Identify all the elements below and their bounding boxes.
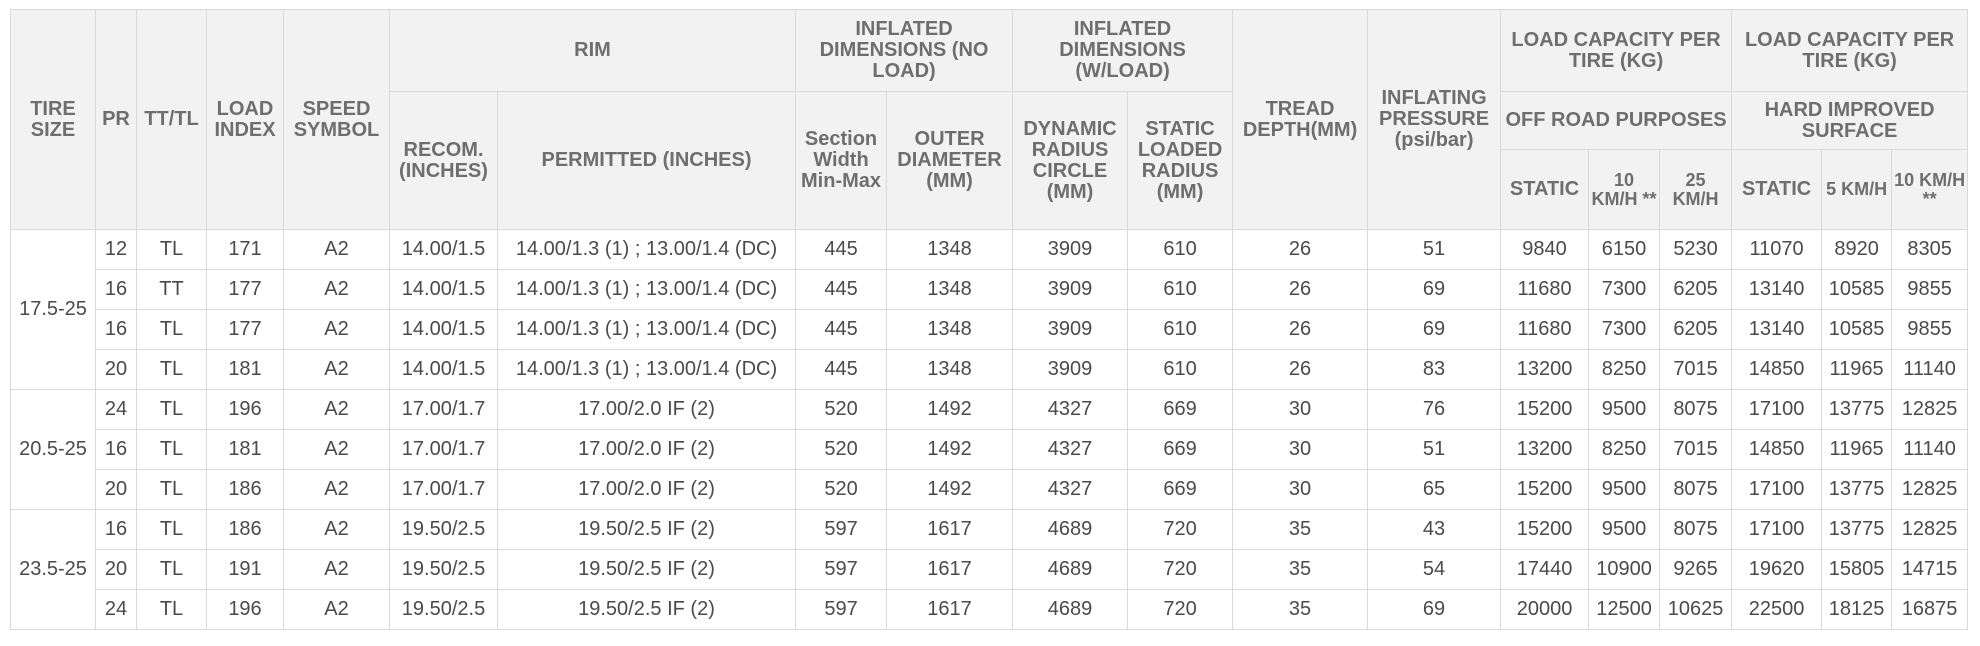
cell-tire-size: 17.5-25 — [11, 230, 96, 390]
cell-hs-10kmh: 8305 — [1892, 230, 1968, 270]
cell-hs-5kmh: 8920 — [1822, 230, 1892, 270]
cell-inflating-pressure: 51 — [1368, 430, 1501, 470]
cell-section-width: 445 — [796, 270, 887, 310]
cell-or-static: 15200 — [1501, 510, 1589, 550]
cell-static-loaded-radius: 669 — [1128, 430, 1233, 470]
cell-tt-tl: TL — [137, 430, 207, 470]
cell-or-10kmh: 8250 — [1589, 350, 1660, 390]
cell-hs-10kmh: 14715 — [1892, 550, 1968, 590]
cell-hs-static: 22500 — [1732, 590, 1822, 630]
cell-static-loaded-radius: 720 — [1128, 590, 1233, 630]
cell-tread-depth: 35 — [1233, 510, 1368, 550]
cell-tread-depth: 30 — [1233, 470, 1368, 510]
cell-tt-tl: TL — [137, 350, 207, 390]
header-rim: RIM — [390, 10, 796, 92]
table-row — [11, 350, 1968, 390]
cell-or-static: 15200 — [1501, 470, 1589, 510]
cell-tread-depth: 26 — [1233, 310, 1368, 350]
header-inflated-w-load: INFLATED DIMENSIONS (W/LOAD) — [1013, 10, 1233, 92]
cell-dynamic-radius: 4689 — [1013, 590, 1128, 630]
cell-pr: 20 — [96, 350, 137, 390]
cell-section-width: 445 — [796, 350, 887, 390]
header-or-25kmh: 25 KM/H — [1660, 150, 1732, 230]
cell-tread-depth: 35 — [1233, 590, 1368, 630]
cell-load-index: 181 — [207, 430, 284, 470]
cell-rim-recom: 19.50/2.5 — [390, 590, 498, 630]
table-row — [11, 310, 1968, 350]
cell-load-index: 186 — [207, 510, 284, 550]
cell-outer-diameter: 1492 — [887, 430, 1013, 470]
cell-inflating-pressure: 43 — [1368, 510, 1501, 550]
cell-or-static: 11680 — [1501, 270, 1589, 310]
cell-tt-tl: TL — [137, 310, 207, 350]
cell-rim-recom: 14.00/1.5 — [390, 350, 498, 390]
cell-speed-symbol: A2 — [284, 470, 390, 510]
cell-tt-tl: TT — [137, 270, 207, 310]
cell-rim-recom: 14.00/1.5 — [390, 230, 498, 270]
tire-spec-table-container — [10, 9, 1967, 630]
cell-hs-static: 14850 — [1732, 430, 1822, 470]
cell-pr: 16 — [96, 510, 137, 550]
header-or-10kmh: 10 KM/H ** — [1589, 150, 1660, 230]
cell-or-10kmh: 7300 — [1589, 270, 1660, 310]
cell-section-width: 520 — [796, 390, 887, 430]
header-pr: PR — [96, 10, 137, 230]
cell-tread-depth: 26 — [1233, 350, 1368, 390]
cell-load-index: 177 — [207, 310, 284, 350]
cell-speed-symbol: A2 — [284, 430, 390, 470]
cell-pr: 16 — [96, 310, 137, 350]
cell-or-25kmh: 7015 — [1660, 430, 1732, 470]
cell-static-loaded-radius: 720 — [1128, 550, 1233, 590]
table-row — [11, 590, 1968, 630]
cell-or-10kmh: 12500 — [1589, 590, 1660, 630]
cell-outer-diameter: 1348 — [887, 270, 1013, 310]
cell-hs-10kmh: 12825 — [1892, 510, 1968, 550]
cell-outer-diameter: 1617 — [887, 510, 1013, 550]
cell-or-static: 11680 — [1501, 310, 1589, 350]
cell-or-static: 15200 — [1501, 390, 1589, 430]
cell-static-loaded-radius: 610 — [1128, 310, 1233, 350]
cell-section-width: 520 — [796, 430, 887, 470]
cell-hs-5kmh: 10585 — [1822, 270, 1892, 310]
table-row — [11, 230, 1968, 270]
table-row — [11, 390, 1968, 430]
header-load-capacity-hard-surface: LOAD CAPACITY PER TIRE (KG) — [1732, 10, 1968, 92]
cell-or-10kmh: 6150 — [1589, 230, 1660, 270]
cell-or-static: 13200 — [1501, 350, 1589, 390]
header-off-road: OFF ROAD PURPOSES — [1501, 92, 1732, 150]
cell-tt-tl: TL — [137, 470, 207, 510]
cell-or-25kmh: 10625 — [1660, 590, 1732, 630]
header-hs-5kmh: 5 KM/H — [1822, 150, 1892, 230]
tire-spec-table — [10, 9, 1968, 630]
cell-rim-recom: 19.50/2.5 — [390, 510, 498, 550]
header-tread-depth: TREAD DEPTH(MM) — [1233, 10, 1368, 230]
cell-hs-10kmh: 12825 — [1892, 390, 1968, 430]
cell-tt-tl: TL — [137, 390, 207, 430]
header-hs-10kmh: 10 KM/H ** — [1892, 150, 1968, 230]
header-load-index: LOAD INDEX — [207, 10, 284, 230]
cell-rim-recom: 17.00/1.7 — [390, 430, 498, 470]
cell-rim-recom: 19.50/2.5 — [390, 550, 498, 590]
table-row — [11, 270, 1968, 310]
cell-rim-permitted: 19.50/2.5 IF (2) — [498, 590, 796, 630]
cell-tire-size: 23.5-25 — [11, 510, 96, 630]
cell-hs-static: 13140 — [1732, 270, 1822, 310]
cell-static-loaded-radius: 610 — [1128, 230, 1233, 270]
cell-section-width: 445 — [796, 230, 887, 270]
header-hard-surface: HARD IMPROVED SURFACE — [1732, 92, 1968, 150]
cell-rim-permitted: 17.00/2.0 IF (2) — [498, 430, 796, 470]
header-speed-symbol: SPEED SYMBOL — [284, 10, 390, 230]
cell-hs-10kmh: 11140 — [1892, 350, 1968, 390]
cell-tt-tl: TL — [137, 590, 207, 630]
cell-pr: 24 — [96, 390, 137, 430]
cell-rim-recom: 14.00/1.5 — [390, 310, 498, 350]
cell-hs-10kmh: 12825 — [1892, 470, 1968, 510]
cell-rim-permitted: 14.00/1.3 (1) ; 13.00/1.4 (DC) — [498, 270, 796, 310]
header-tire-size: TIRE SIZE — [11, 10, 96, 230]
cell-outer-diameter: 1492 — [887, 470, 1013, 510]
cell-static-loaded-radius: 610 — [1128, 270, 1233, 310]
cell-outer-diameter: 1617 — [887, 590, 1013, 630]
cell-pr: 24 — [96, 590, 137, 630]
cell-hs-10kmh: 16875 — [1892, 590, 1968, 630]
cell-rim-permitted: 14.00/1.3 (1) ; 13.00/1.4 (DC) — [498, 310, 796, 350]
cell-tread-depth: 26 — [1233, 230, 1368, 270]
cell-hs-static: 17100 — [1732, 470, 1822, 510]
cell-dynamic-radius: 3909 — [1013, 350, 1128, 390]
cell-outer-diameter: 1348 — [887, 230, 1013, 270]
cell-hs-5kmh: 11965 — [1822, 430, 1892, 470]
cell-or-static: 20000 — [1501, 590, 1589, 630]
cell-or-10kmh: 7300 — [1589, 310, 1660, 350]
cell-speed-symbol: A2 — [284, 310, 390, 350]
cell-section-width: 597 — [796, 550, 887, 590]
cell-or-25kmh: 5230 — [1660, 230, 1732, 270]
cell-hs-static: 13140 — [1732, 310, 1822, 350]
cell-dynamic-radius: 3909 — [1013, 310, 1128, 350]
cell-rim-permitted: 14.00/1.3 (1) ; 13.00/1.4 (DC) — [498, 350, 796, 390]
cell-or-static: 9840 — [1501, 230, 1589, 270]
cell-inflating-pressure: 69 — [1368, 310, 1501, 350]
cell-hs-5kmh: 10585 — [1822, 310, 1892, 350]
cell-speed-symbol: A2 — [284, 590, 390, 630]
cell-static-loaded-radius: 669 — [1128, 390, 1233, 430]
cell-rim-permitted: 14.00/1.3 (1) ; 13.00/1.4 (DC) — [498, 230, 796, 270]
cell-rim-recom: 17.00/1.7 — [390, 390, 498, 430]
cell-pr: 16 — [96, 430, 137, 470]
cell-load-index: 191 — [207, 550, 284, 590]
cell-pr: 20 — [96, 470, 137, 510]
table-row — [11, 470, 1968, 510]
cell-hs-static: 14850 — [1732, 350, 1822, 390]
cell-dynamic-radius: 4327 — [1013, 430, 1128, 470]
cell-or-25kmh: 6205 — [1660, 270, 1732, 310]
cell-speed-symbol: A2 — [284, 510, 390, 550]
cell-speed-symbol: A2 — [284, 390, 390, 430]
cell-or-10kmh: 10900 — [1589, 550, 1660, 590]
cell-load-index: 196 — [207, 390, 284, 430]
cell-pr: 12 — [96, 230, 137, 270]
cell-hs-10kmh: 11140 — [1892, 430, 1968, 470]
cell-tt-tl: TL — [137, 550, 207, 590]
cell-tread-depth: 30 — [1233, 390, 1368, 430]
cell-hs-5kmh: 13775 — [1822, 510, 1892, 550]
cell-or-10kmh: 9500 — [1589, 510, 1660, 550]
cell-tread-depth: 26 — [1233, 270, 1368, 310]
cell-pr: 20 — [96, 550, 137, 590]
cell-inflating-pressure: 83 — [1368, 350, 1501, 390]
cell-or-25kmh: 8075 — [1660, 510, 1732, 550]
cell-hs-5kmh: 15805 — [1822, 550, 1892, 590]
table-body — [11, 230, 1968, 630]
cell-dynamic-radius: 4689 — [1013, 510, 1128, 550]
header-dynamic-radius: DYNAMIC RADIUS CIRCLE (MM) — [1013, 92, 1128, 230]
cell-hs-5kmh: 11965 — [1822, 350, 1892, 390]
header-inflated-no-load: INFLATED DIMENSIONS (NO LOAD) — [796, 10, 1013, 92]
cell-or-25kmh: 7015 — [1660, 350, 1732, 390]
cell-rim-permitted: 17.00/2.0 IF (2) — [498, 390, 796, 430]
cell-section-width: 520 — [796, 470, 887, 510]
cell-inflating-pressure: 69 — [1368, 590, 1501, 630]
cell-static-loaded-radius: 610 — [1128, 350, 1233, 390]
cell-inflating-pressure: 54 — [1368, 550, 1501, 590]
cell-speed-symbol: A2 — [284, 270, 390, 310]
cell-load-index: 196 — [207, 590, 284, 630]
header-tt-tl: TT/TL — [137, 10, 207, 230]
header-or-static: STATIC — [1501, 150, 1589, 230]
header-outer-diameter: OUTER DIAMETER (MM) — [887, 92, 1013, 230]
cell-rim-recom: 17.00/1.7 — [390, 470, 498, 510]
cell-inflating-pressure: 65 — [1368, 470, 1501, 510]
cell-hs-static: 11070 — [1732, 230, 1822, 270]
cell-section-width: 445 — [796, 310, 887, 350]
header-inflating-pressure: INFLATING PRESSURE (psi/bar) — [1368, 10, 1501, 230]
cell-load-index: 171 — [207, 230, 284, 270]
cell-outer-diameter: 1617 — [887, 550, 1013, 590]
cell-rim-recom: 14.00/1.5 — [390, 270, 498, 310]
cell-hs-static: 17100 — [1732, 510, 1822, 550]
cell-or-25kmh: 6205 — [1660, 310, 1732, 350]
cell-hs-5kmh: 18125 — [1822, 590, 1892, 630]
cell-section-width: 597 — [796, 590, 887, 630]
cell-load-index: 186 — [207, 470, 284, 510]
cell-rim-permitted: 17.00/2.0 IF (2) — [498, 470, 796, 510]
table-row — [11, 550, 1968, 590]
table-header — [11, 10, 1968, 230]
cell-dynamic-radius: 4327 — [1013, 470, 1128, 510]
cell-pr: 16 — [96, 270, 137, 310]
cell-tt-tl: TL — [137, 510, 207, 550]
cell-dynamic-radius: 4327 — [1013, 390, 1128, 430]
cell-hs-5kmh: 13775 — [1822, 390, 1892, 430]
cell-inflating-pressure: 51 — [1368, 230, 1501, 270]
cell-speed-symbol: A2 — [284, 350, 390, 390]
cell-or-25kmh: 9265 — [1660, 550, 1732, 590]
cell-outer-diameter: 1348 — [887, 310, 1013, 350]
cell-dynamic-radius: 3909 — [1013, 270, 1128, 310]
cell-or-10kmh: 9500 — [1589, 470, 1660, 510]
cell-static-loaded-radius: 720 — [1128, 510, 1233, 550]
header-static-loaded-radius: STATIC LOADED RADIUS (MM) — [1128, 92, 1233, 230]
cell-load-index: 177 — [207, 270, 284, 310]
cell-speed-symbol: A2 — [284, 550, 390, 590]
cell-rim-permitted: 19.50/2.5 IF (2) — [498, 550, 796, 590]
header-load-capacity-off-road: LOAD CAPACITY PER TIRE (KG) — [1501, 10, 1732, 92]
cell-tire-size: 20.5-25 — [11, 390, 96, 510]
table-row — [11, 510, 1968, 550]
cell-inflating-pressure: 69 — [1368, 270, 1501, 310]
cell-hs-static: 17100 — [1732, 390, 1822, 430]
cell-or-static: 13200 — [1501, 430, 1589, 470]
cell-rim-permitted: 19.50/2.5 IF (2) — [498, 510, 796, 550]
table-row — [11, 430, 1968, 470]
cell-section-width: 597 — [796, 510, 887, 550]
cell-hs-static: 19620 — [1732, 550, 1822, 590]
cell-hs-10kmh: 9855 — [1892, 310, 1968, 350]
cell-hs-5kmh: 13775 — [1822, 470, 1892, 510]
cell-inflating-pressure: 76 — [1368, 390, 1501, 430]
cell-or-25kmh: 8075 — [1660, 470, 1732, 510]
cell-speed-symbol: A2 — [284, 230, 390, 270]
cell-dynamic-radius: 3909 — [1013, 230, 1128, 270]
cell-outer-diameter: 1492 — [887, 390, 1013, 430]
cell-or-10kmh: 9500 — [1589, 390, 1660, 430]
cell-or-static: 17440 — [1501, 550, 1589, 590]
cell-load-index: 181 — [207, 350, 284, 390]
cell-tt-tl: TL — [137, 230, 207, 270]
cell-outer-diameter: 1348 — [887, 350, 1013, 390]
header-rim-permitted: PERMITTED (INCHES) — [498, 92, 796, 230]
header-rim-recom: RECOM. (INCHES) — [390, 92, 498, 230]
cell-dynamic-radius: 4689 — [1013, 550, 1128, 590]
cell-or-25kmh: 8075 — [1660, 390, 1732, 430]
header-hs-static: STATIC — [1732, 150, 1822, 230]
cell-or-10kmh: 8250 — [1589, 430, 1660, 470]
header-section-width: Section Width Min-Max — [796, 92, 887, 230]
cell-tread-depth: 30 — [1233, 430, 1368, 470]
cell-static-loaded-radius: 669 — [1128, 470, 1233, 510]
cell-tread-depth: 35 — [1233, 550, 1368, 590]
cell-hs-10kmh: 9855 — [1892, 270, 1968, 310]
